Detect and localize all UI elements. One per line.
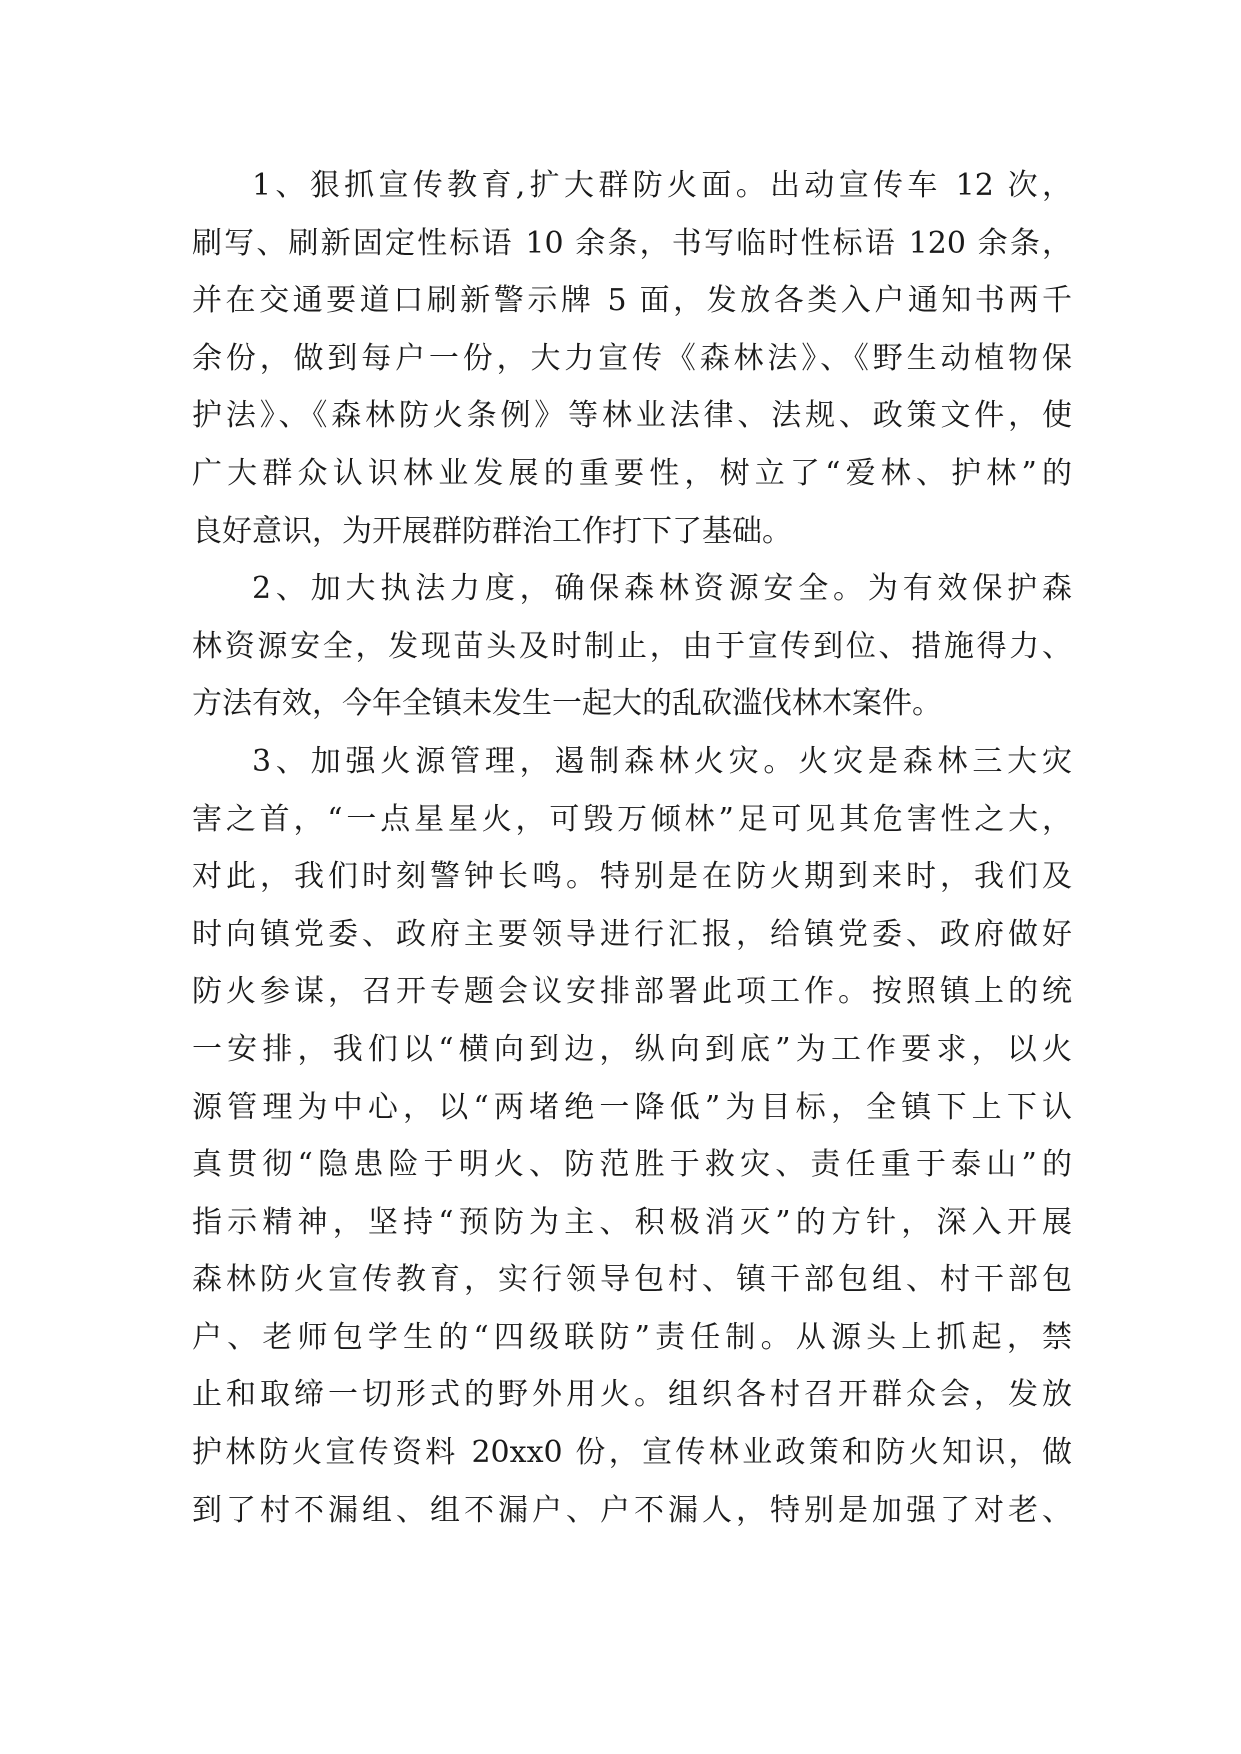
paragraph-3-line-12: 止和取缔一切形式的野外用火。组织各村召开群众会，发放	[192, 1377, 1072, 1413]
paragraph-3-line-7: 源管理为中心，以“两堵绝一降低”为目标，全镇下上下认	[192, 1089, 1072, 1125]
paragraph-3-line-2: 害之首，“一点星星火，可毁万倾林”足可见其危害性之大，	[192, 801, 1072, 837]
paragraph-2-line-2: 林资源安全，发现苗头及时制止，由于宣传到位、措施得力、	[192, 628, 1072, 664]
paragraph-3-line-4: 时向镇党委、政府主要领导进行汇报，给镇党委、政府做好	[192, 916, 1072, 952]
paragraph-3-line-11: 户、老师包学生的“四级联防”责任制。从源头上抓起，禁	[192, 1319, 1072, 1355]
paragraph-3-line-14: 到了村不漏组、组不漏户、户不漏人，特别是加强了对老、	[192, 1492, 1072, 1528]
paragraph-3-line-9: 指示精神，坚持“预防为主、积极消灭”的方针，深入开展	[192, 1204, 1072, 1240]
paragraph-1-line-2: 刷写、刷新固定性标语 10 余条，书写临时性标语 120 余条，	[192, 225, 1072, 261]
paragraph-2-line-1: 2、加大执法力度，确保森林资源安全。为有效保护森	[252, 571, 1072, 607]
paragraph-1-line-6: 广大群众认识林业发展的重要性，树立了“爱林、护林”的	[192, 455, 1072, 491]
paragraph-3-line-1: 3、加强火源管理，遏制森林火灾。火灾是森林三大灾	[252, 743, 1072, 779]
paragraph-3-line-6: 一安排，我们以“横向到边，纵向到底”为工作要求，以火	[192, 1031, 1072, 1067]
paragraph-1-line-1: 1、狠抓宣传教育,扩大群防火面。出动宣传车 12 次，	[252, 168, 1072, 203]
paragraph-3-line-3: 对此，我们时刻警钟长鸣。特别是在防火期到来时，我们及	[192, 859, 1072, 895]
paragraph-3-line-10: 森林防火宣传教育，实行领导包村、镇干部包组、村干部包	[192, 1262, 1072, 1298]
paragraph-3-line-8: 真贯彻“隐患险于明火、防范胜于救灾、责任重于泰山”的	[192, 1147, 1072, 1183]
body-text	[192, 157, 1072, 1539]
paragraph-3-line-13: 护林防火宣传资料 20xx0 份，宣传林业政策和防火知识，做	[192, 1435, 1072, 1471]
paragraph-1-line-5: 护法》、《森林防火条例》等林业法律、法规、政策文件，使	[192, 398, 1072, 434]
paragraph-1-line-3: 并在交通要道口刷新警示牌 5 面，发放各类入户通知书两千	[192, 283, 1072, 319]
paragraph-1-line-7: 良好意识，为开展群防群治工作打下了基础。	[192, 513, 792, 549]
paragraph-1-line-4: 余份，做到每户一份，大力宣传《森林法》、《野生动植物保	[192, 340, 1072, 376]
paragraph-2-line-3: 方法有效，今年全镇未发生一起大的乱砍滥伐林木案件。	[192, 686, 942, 722]
paragraph-3-line-5: 防火参谋，召开专题会议安排部署此项工作。按照镇上的统	[192, 974, 1072, 1010]
